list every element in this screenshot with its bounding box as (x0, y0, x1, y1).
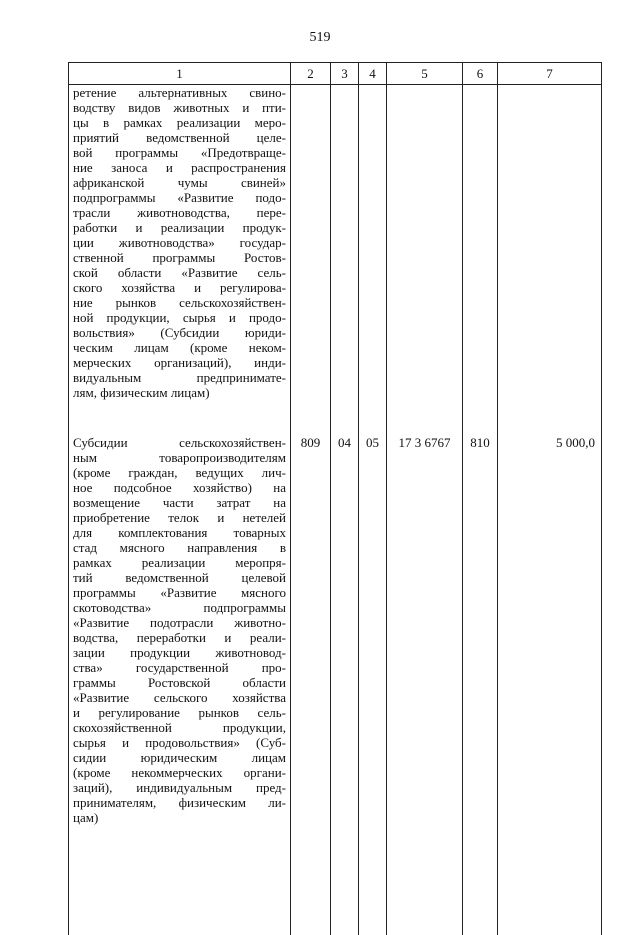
description-line: приятий ведомственной целе- (73, 130, 286, 145)
description-line: ретение альтернативных свино- (73, 85, 286, 100)
description-line: трасли животноводства, пере- (73, 205, 286, 220)
description-line: вольствия» (Субсидии юриди- (73, 325, 286, 340)
col-4-cell: 05 (359, 429, 387, 935)
description-line: ной продукции, сырья и продо- (73, 310, 286, 325)
row-description (69, 429, 291, 935)
description-line: рамках реализации меропря- (73, 555, 286, 570)
col-4-cell (359, 85, 387, 430)
description-line: цам) (73, 810, 99, 825)
col-5-cell: 17 3 6767 (387, 429, 463, 935)
description-line: принимателям, физическим ли- (73, 795, 286, 810)
col-5-cell (387, 85, 463, 430)
description-line: граммы Ростовской области (73, 675, 286, 690)
page-number: 519 (309, 30, 331, 45)
budget-table (68, 62, 602, 935)
description-line: ства» государственной про- (73, 660, 286, 675)
column-header: 7 (498, 63, 602, 85)
column-header: 5 (387, 63, 463, 85)
description-line: (кроме некоммерческих органи- (73, 765, 286, 780)
column-header: 6 (463, 63, 498, 85)
col-7-cell (498, 85, 602, 430)
description-line: ции животноводства» государ- (73, 235, 286, 250)
description-line: стад мясного направления в (73, 540, 286, 555)
column-header: 1 (69, 63, 291, 85)
description-line: сырья и продовольствия» (Суб- (73, 735, 286, 750)
description-line: мерческих организаций), инди- (73, 355, 286, 370)
description-line: видуальным предпринимате- (73, 370, 286, 385)
description-line: (кроме граждан, ведущих лич- (73, 465, 286, 480)
description-line: африканской чумы свиней» (73, 175, 286, 190)
description-line: для комплектования товарных (73, 525, 286, 540)
description-line: вой программы «Предотвраще- (73, 145, 286, 160)
row-description (69, 85, 291, 430)
description-line: ние рынков сельскохозяйствен- (73, 295, 286, 310)
col-6-cell (463, 85, 498, 430)
col-2-cell: 809 (291, 429, 331, 935)
col-3-cell (331, 85, 359, 430)
description-line: водству видов животных и пти- (73, 100, 286, 115)
description-line: скохозяйственной продукции, (73, 720, 286, 735)
col-7-cell: 5 000,0 (498, 429, 602, 935)
col-2-cell (291, 85, 331, 430)
description-line: «Развитие подотрасли животно- (73, 615, 286, 630)
table-row (69, 429, 602, 935)
description-line: зации продукции животновод- (73, 645, 286, 660)
description-line: ным товаропроизводителям (73, 450, 286, 465)
column-header: 3 (331, 63, 359, 85)
col-6-cell: 810 (463, 429, 498, 935)
column-header: 2 (291, 63, 331, 85)
description-line: работки и реализации продук- (73, 220, 286, 235)
description-line: и регулирование рынков сель- (73, 705, 286, 720)
description-line: ской области «Развитие сель- (73, 265, 286, 280)
description-line: скотоводства» подпрограммы (73, 600, 286, 615)
table-row (69, 85, 602, 430)
description-line: подпрограммы «Развитие подо- (73, 190, 286, 205)
description-line: лям, физическим лицам) (73, 385, 210, 400)
description-line: приобретение телок и нетелей (73, 510, 286, 525)
column-header: 4 (359, 63, 387, 85)
description-line: сидии юридическим лицам (73, 750, 286, 765)
description-line: ное подсобное хозяйство) на (73, 480, 286, 495)
description-line: ние заноса и распространения (73, 160, 286, 175)
description-line: ческим лицам (кроме неком- (73, 340, 286, 355)
description-line: заций), индивидуальным пред- (73, 780, 286, 795)
description-line: Субсидии сельскохозяйствен- (73, 435, 286, 450)
description-line: «Развитие сельского хозяйства (73, 690, 286, 705)
description-line: ского хозяйства и регулирова- (73, 280, 286, 295)
description-line: тий ведомственной целевой (73, 570, 286, 585)
description-line: цы в рамках реализации меро- (73, 115, 286, 130)
table-header-row (69, 63, 602, 85)
description-line: программы «Развитие мясного (73, 585, 286, 600)
description-line: ственной программы Ростов- (73, 250, 286, 265)
description-line: возмещение части затрат на (73, 495, 286, 510)
col-3-cell: 04 (331, 429, 359, 935)
description-line: водства, переработки и реали- (73, 630, 286, 645)
